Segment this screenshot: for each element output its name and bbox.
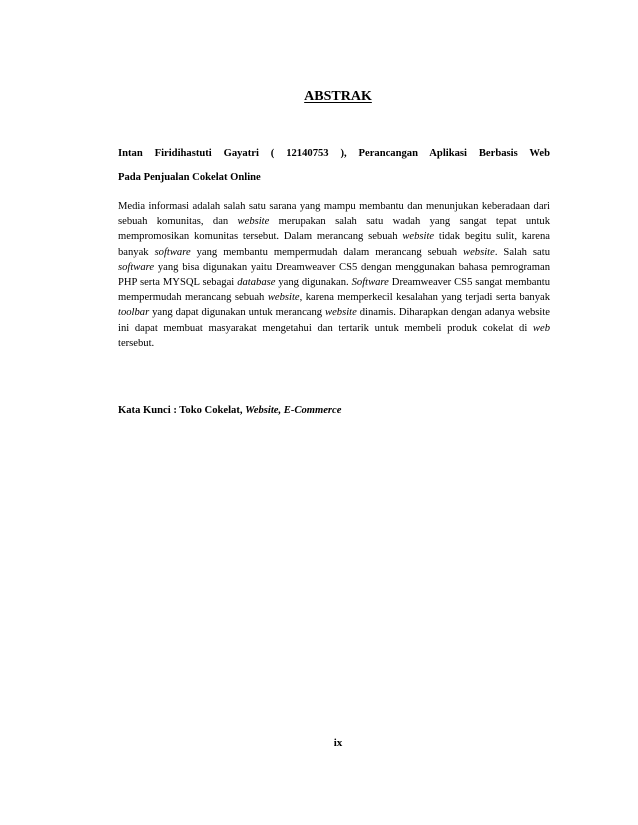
page-number: ix bbox=[333, 737, 343, 749]
abstract-italic-term: toolbar bbox=[118, 307, 150, 319]
abstract-text: Dreamweaver CS5 sangat membantu mempermudah merancang sebuah bbox=[118, 277, 550, 304]
page-title: ABSTRAK bbox=[304, 89, 372, 104]
keywords-italic: Website, E-Commerce bbox=[245, 405, 342, 416]
abstract-italic-term: software bbox=[118, 261, 155, 273]
keywords-line bbox=[118, 405, 550, 416]
keywords-label: Kata Kunci : Toko Cokelat, bbox=[118, 405, 246, 416]
abstract-italic-term: software bbox=[154, 246, 191, 258]
author-title-line-2: Pada Penjualan Cokelat Online bbox=[118, 172, 261, 183]
abstract-text: yang membantu mempermudah dalam merancang sebuah bbox=[190, 246, 464, 258]
abstract-italic-term: database bbox=[237, 277, 276, 289]
abstract-italic-term: website bbox=[237, 216, 270, 228]
abstract-text: dinamis. Diharapkan dengan adanya website ini dapat membuat masyarakat mengetahui dan tertarik untuk membeli produk cokelat di bbox=[118, 307, 550, 334]
abstract-italic-term: website bbox=[402, 231, 435, 243]
abstract-text: yang digunakan. bbox=[275, 277, 352, 289]
author-title-line-1: Intan Firidihastuti Gayatri ( 12140753 ), Perancangan Aplikasi Berbasis Web bbox=[118, 148, 550, 159]
abstract-text: . Salah satu bbox=[494, 246, 550, 258]
abstract-text: yang bisa digunakan yaitu Dreamweaver CS5 dengan menggunakan bahasa pemrograman PHP serta MYSQL sebagai bbox=[118, 261, 550, 289]
author-and-title-block bbox=[118, 142, 550, 190]
abstract-text: yang dapat digunakan untuk merancang bbox=[149, 307, 326, 319]
abstract-italic-term: website bbox=[325, 307, 357, 319]
abstract-text: Media informasi adalah salah satu sarana yang mampu membantu dan menunjukan keberadaan dari sebuah komunitas, dan bbox=[118, 201, 550, 228]
abstract-text: , karena memperkecil kesalahan yang terjadi serta banyak bbox=[299, 292, 550, 304]
abstract-italic-term: website bbox=[267, 292, 300, 304]
abstract-text: tersebut. bbox=[118, 337, 155, 349]
abstract-text: merupakan salah satu wadah yang sangat tepat untuk mempromosikan komunitas tersebut. Dalam merancang sebuah bbox=[118, 216, 550, 243]
abstract-italic-term: website bbox=[463, 246, 495, 258]
abstract-paragraph bbox=[118, 199, 550, 351]
abstract-italic-term: Software bbox=[351, 277, 389, 289]
abstract-text: tidak begitu sulit, karena banyak bbox=[118, 231, 550, 258]
abstract-italic-term: web bbox=[532, 322, 550, 334]
